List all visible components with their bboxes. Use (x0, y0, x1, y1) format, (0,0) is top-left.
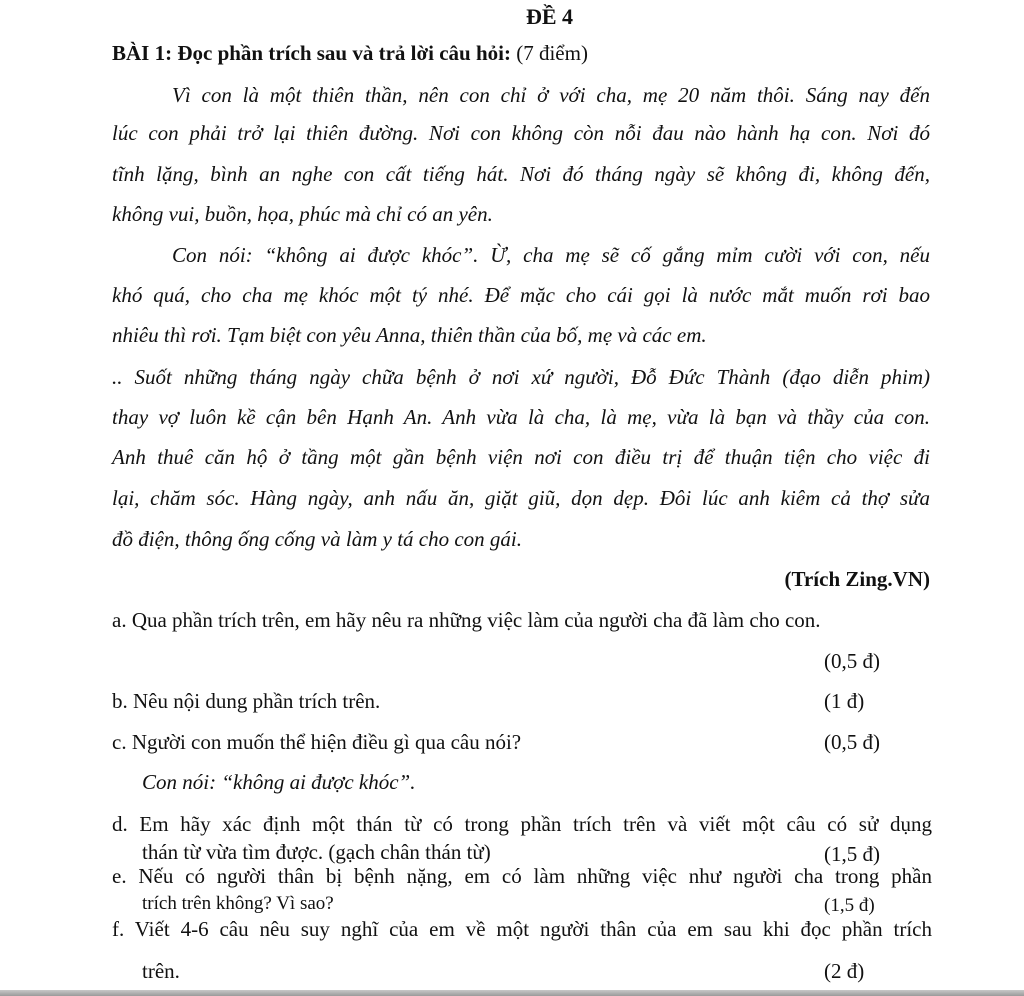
passage-line: .. Suốt những tháng ngày chữa bệnh ở nơi xứ người, Đỗ Đức Thành (đạo diễn phim) (112, 365, 930, 389)
question-b: b. Nêu nội dung phần trích trên. (112, 689, 381, 713)
passage-line: đồ điện, thông ống cống và làm y tá cho con gái. (112, 527, 523, 551)
section-heading (112, 40, 588, 66)
question-f: f. Viết 4-6 câu nêu suy nghĩ của em về một người thân của em sau khi đọc phần trích (112, 917, 932, 941)
question-f-cont: trên. (142, 959, 180, 983)
passage-line: Con nói: “không ai được khóc”. Ừ, cha mẹ sẽ cố gắng mỉm cười với con, nếu (172, 243, 930, 267)
question-c-points: (0,5 đ) (824, 730, 880, 754)
passage-line: không vui, buồn, họa, phúc mà chỉ có an yên. (112, 202, 493, 226)
question-d-points: (1,5 đ) (824, 842, 880, 866)
question-c-quote: Con nói: “không ai được khóc”. (142, 770, 416, 794)
passage-line: khó quá, cho cha mẹ khóc một tý nhé. Để mặc cho cái gọi là nước mắt muốn rơi bao (112, 283, 930, 307)
section-label: BÀI 1: Đọc phần trích sau và trả lời câu hỏi: (112, 41, 511, 65)
passage-line: lúc con phải trở lại thiên đường. Nơi con không còn nỗi đau nào hành hạ con. Nơi đó (112, 121, 930, 145)
section-points: (7 điểm) (516, 41, 588, 65)
question-b-points: (1 đ) (824, 689, 865, 713)
question-f-points: (2 đ) (824, 959, 865, 983)
question-e-points: (1,5 đ) (824, 895, 875, 916)
passage-line: thay vợ luôn kề cận bên Hạnh An. Anh vừa là cha, là mẹ, vừa là bạn và thầy của con. (112, 405, 930, 429)
exam-title: ĐỀ 4 (526, 4, 574, 29)
question-a: a. Qua phần trích trên, em hãy nêu ra những việc làm của người cha đã làm cho con. (112, 608, 821, 632)
passage-line: Vì con là một thiên thần, nên con chỉ ở với cha, mẹ 20 năm thôi. Sáng nay đến (172, 83, 930, 107)
question-d: d. Em hãy xác định một thán từ có trong phần trích trên và viết một câu có sử dụng (112, 812, 932, 836)
passage-line: lại, chăm sóc. Hàng ngày, anh nấu ăn, giặt giũ, dọn dẹp. Đôi lúc anh kiêm cả thợ sửa (112, 486, 930, 510)
question-e-cont: trích trên không? Vì sao? (142, 893, 334, 914)
passage-line: tĩnh lặng, bình an nghe con cất tiếng hát. Nơi đó tháng ngày sẽ không đi, không đến, (112, 162, 930, 186)
question-e: e. Nếu có người thân bị bệnh nặng, em có làm những việc như người cha trong phần (112, 864, 932, 888)
passage-line: nhiêu thì rơi. Tạm biệt con yêu Anna, thiên thần của bố, mẹ và các em. (112, 323, 707, 347)
passage-line: Anh thuê căn hộ ở tầng một gần bệnh viện nơi con điều trị để thuận tiện cho việc đi (112, 445, 930, 469)
question-d-cont: thán từ vừa tìm được. (gạch chân thán từ) (142, 840, 491, 864)
question-a-points: (0,5 đ) (824, 649, 880, 673)
page-bottom-edge (0, 990, 1024, 996)
question-c: c. Người con muốn thể hiện điều gì qua câu nói? (112, 730, 522, 754)
passage-source: (Trích Zing.VN) (784, 567, 930, 591)
